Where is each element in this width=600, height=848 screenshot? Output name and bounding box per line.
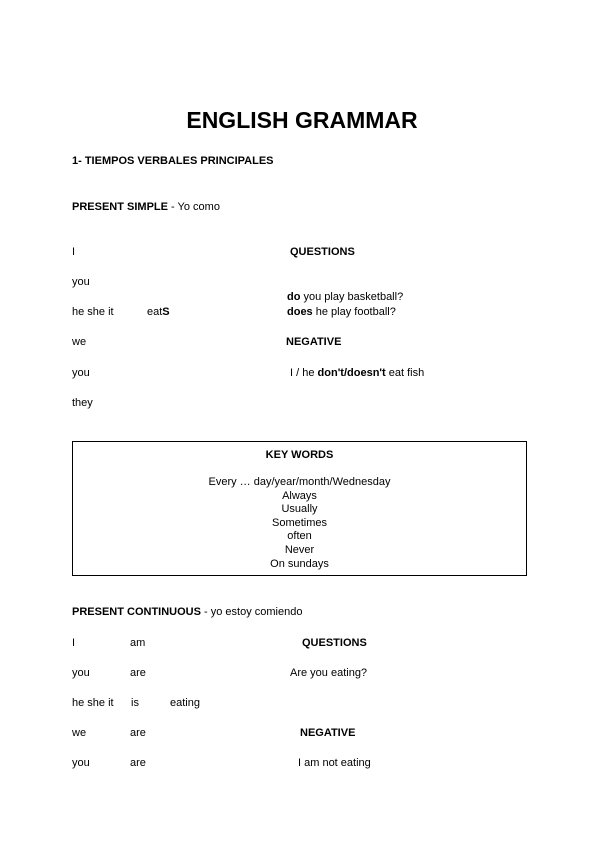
pc-pronoun: you <box>72 667 90 679</box>
pc-negative: I am not eating <box>298 757 371 769</box>
pc-pronoun: he she it <box>72 697 114 709</box>
question-does <box>287 306 396 319</box>
present-continuous-heading-line <box>72 606 302 619</box>
negative-pre: I / he <box>290 367 318 379</box>
question-do <box>287 291 403 304</box>
key-word-item: On sundays <box>270 557 329 570</box>
key-word-item: Never <box>284 543 315 556</box>
present-simple-translation: - Yo como <box>171 201 220 213</box>
section-heading: 1- TIEMPOS VERBALES PRINCIPALES <box>72 155 274 167</box>
key-word-item: Always <box>282 489 317 502</box>
questions-heading: QUESTIONS <box>290 246 355 258</box>
key-word-item: Sometimes <box>271 516 328 529</box>
negative-example <box>290 367 424 380</box>
pronoun-they: they <box>72 397 93 409</box>
pc-pronoun: you <box>72 757 90 769</box>
key-word-item: Every … day/year/month/Wednesday <box>208 476 391 488</box>
pc-pronoun: I <box>72 637 76 649</box>
key-words-heading: KEY WORDS <box>265 449 334 461</box>
negative-heading: NEGATIVE <box>286 336 342 348</box>
pc-questions-heading: QUESTIONS <box>302 637 367 649</box>
pronoun-you: you <box>72 276 90 288</box>
pc-aux: are <box>130 757 146 769</box>
pc-aux: are <box>130 667 146 679</box>
pc-aux: am <box>130 637 146 649</box>
verb-suffix: S <box>162 306 170 318</box>
key-word-item: Usually <box>281 503 318 516</box>
pc-aux: is <box>131 697 139 709</box>
pc-negative-heading: NEGATIVE <box>300 727 356 739</box>
pc-verb: eating <box>170 697 200 709</box>
present-continuous-translation: - yo estoy comiendo <box>204 606 303 618</box>
pronoun-i: I <box>72 246 76 258</box>
negative-aux: don't/doesn't <box>317 367 386 379</box>
question-does-rest: he play football? <box>312 306 396 318</box>
pc-pronoun: we <box>72 727 87 739</box>
page-title: ENGLISH GRAMMAR <box>186 107 418 133</box>
key-words-box <box>72 441 527 576</box>
present-simple-heading-line <box>72 201 220 214</box>
key-word-item: often <box>287 530 312 543</box>
question-aux-do: do <box>287 291 301 303</box>
pronoun-he-she-it: he she it <box>72 306 114 318</box>
pronoun-we: we <box>72 336 87 348</box>
negative-rest: eat fish <box>385 367 425 379</box>
key-words-list <box>73 476 526 571</box>
present-continuous-heading: PRESENT CONTINUOUS <box>72 606 201 618</box>
question-do-rest: you play basketball? <box>300 291 404 303</box>
pc-aux: are <box>130 727 146 739</box>
pronoun-you-plural: you <box>72 367 90 379</box>
present-simple-heading: PRESENT SIMPLE <box>72 201 168 213</box>
question-aux-does: does <box>287 306 313 318</box>
pc-question: Are you eating? <box>290 667 368 679</box>
verb-eats <box>147 306 170 319</box>
verb-base: eat <box>147 306 163 318</box>
